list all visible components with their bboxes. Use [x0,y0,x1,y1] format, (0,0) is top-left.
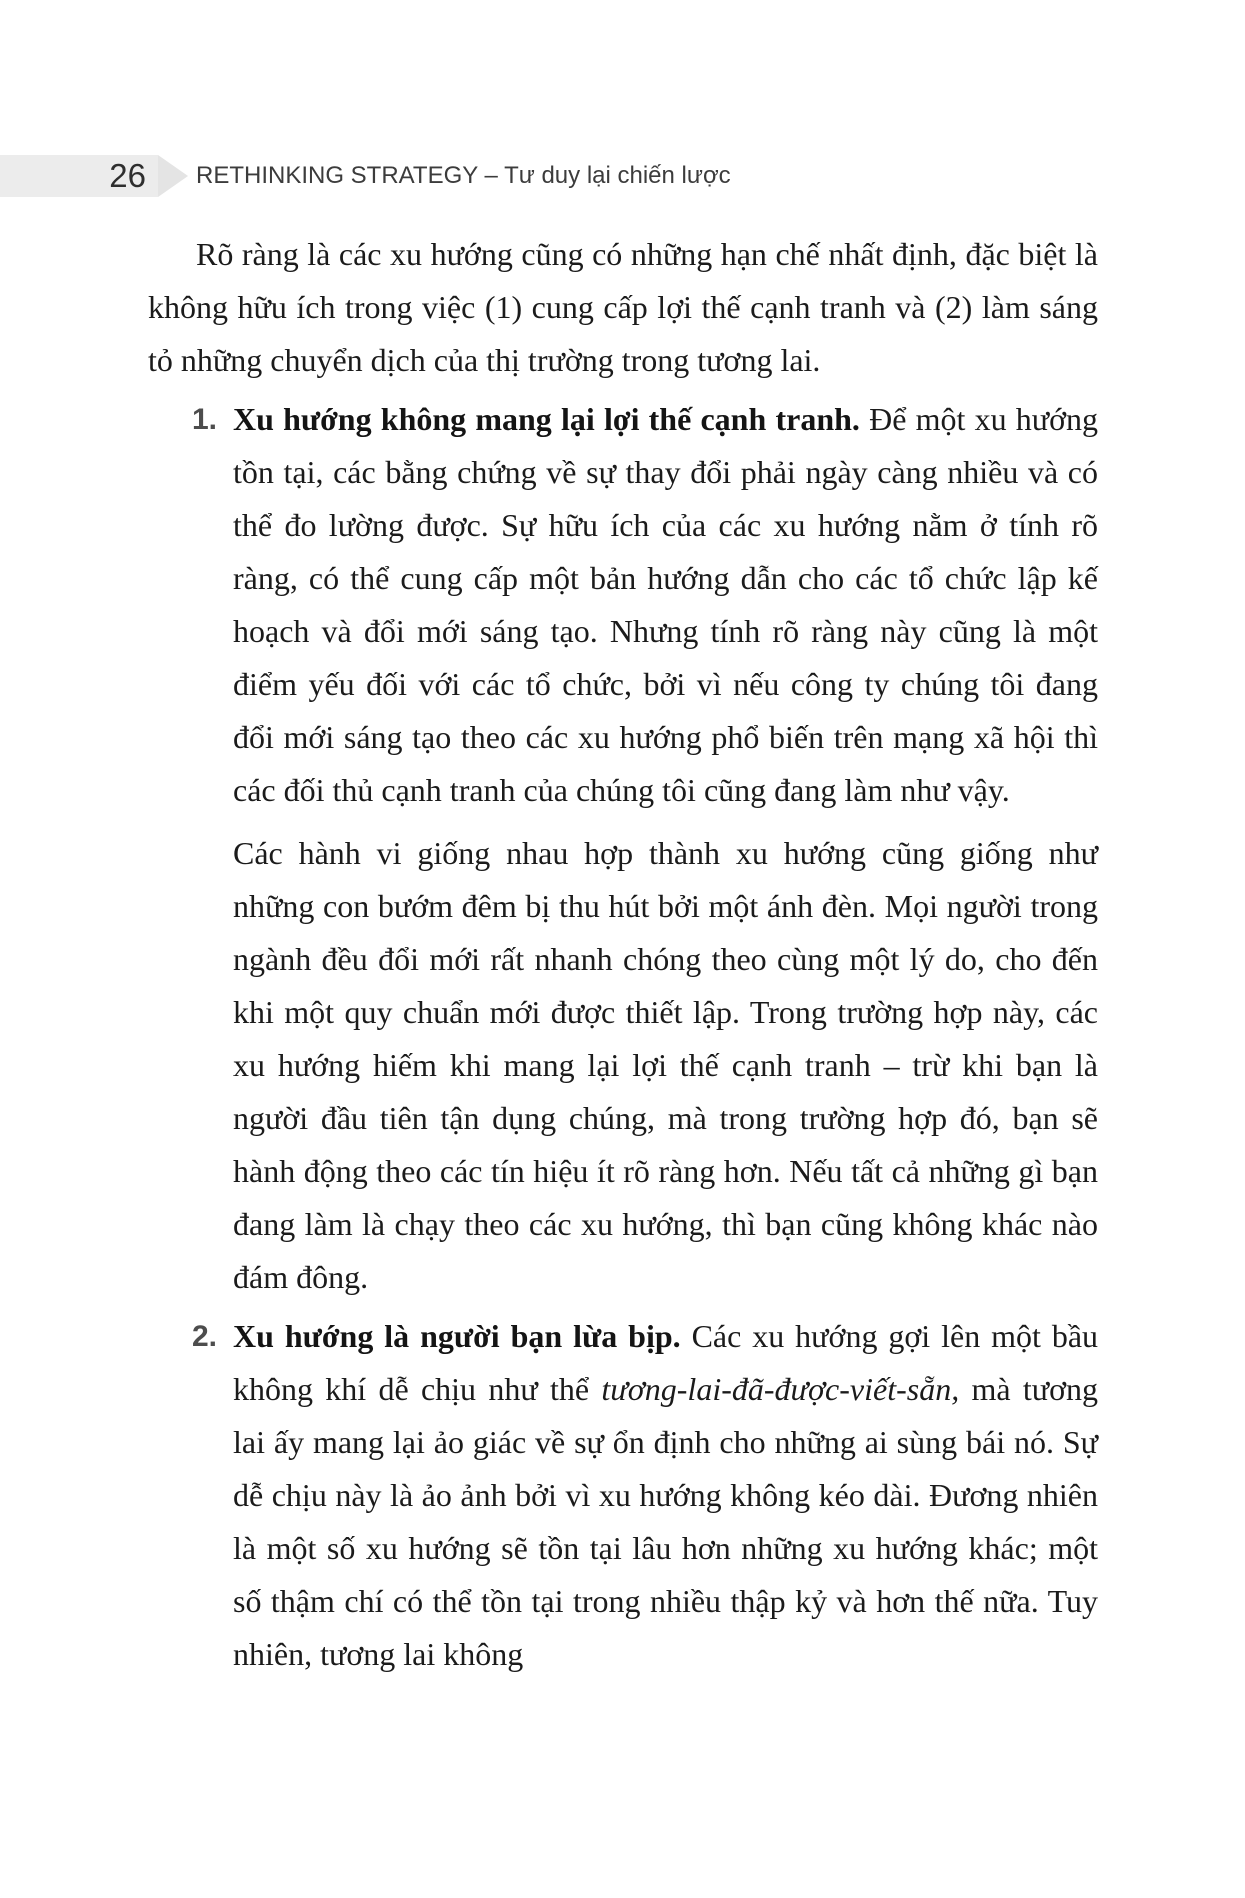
banner-arrow-tip-icon [158,155,188,197]
list-item-2 [148,1310,1098,1681]
page-number: 26 [109,157,146,194]
list-item-1-paragraph-1 [233,393,1098,817]
list-item-1-number: 1. [192,403,218,436]
list-item-1 [148,393,1098,1304]
list-item-2-text-before-italic: Các xu hướng gợi lên một bầu không khí dễ chịu như thể [233,1318,1099,1407]
intro-paragraph: Rõ ràng là các xu hướng cũng có những hạn chế nhất định, đặc biệt là không hữu ích trong việc (1) cung cấp lợi thế cạnh tranh và (2) làm sáng tỏ những chuyển dịch của thị trường trong tương lai. [148,236,1098,378]
italic-phrase: tương-lai-đã-được-viết-sẵn, [601,1371,960,1407]
list-item-2-text-after-italic: mà tương lai ấy mang lại ảo giác về sự ổn định cho những ai sùng bái nó. Sự dễ chịu này là ảo ảnh bởi vì xu hướng không kéo dài. Đương nhiên là một số xu hướng sẽ tồn tại lâu hơn những xu hướng khác; một số thậm chí có thể tồn tại trong nhiều thập kỷ và hơn thế nữa. Tuy nhiên, tương lai không [233,1371,1099,1672]
list-item-2-paragraph [233,1310,1098,1681]
list-item-1-paragraph-2: Các hành vi giống nhau hợp thành xu hướng cũng giống như những con bướm đêm bị thu hút bởi một ánh đèn. Mọi người trong ngành đều đổi mới rất nhanh chóng theo cùng một lý do, cho đến khi một quy chuẩn mới được thiết lập. Trong trường hợp này, các xu hướng hiếm khi mang lại lợi thế cạnh tranh – trừ khi bạn là người đầu tiên tận dụng chúng, mà trong trường hợp đó, bạn sẽ hành động theo các tín hiệu ít rõ ràng hơn. Nếu tất cả những gì bạn đang làm là chạy theo các xu hướng, thì bạn cũng không khác nào đám đông. [233,835,1098,1295]
page-number-banner [0,155,190,197]
page-body [148,228,1098,1681]
list-item-2-lead: Xu hướng là người bạn lừa bịp. [233,1318,681,1354]
list-item-1-lead: Xu hướng không mang lại lợi thế cạnh tranh. [233,401,860,437]
numbered-list [148,393,1098,1681]
page-header [0,155,1245,197]
page-number-banner-bar [0,155,158,197]
list-item-2-number: 2. [192,1320,218,1353]
list-item-1-text: Để một xu hướng tồn tại, các bằng chứng về sự thay đổi phải ngày càng nhiều và có thể đo lường được. Sự hữu ích của các xu hướng nằm ở tính rõ ràng, có thể cung cấp một bản hướng dẫn cho các tổ chức lập kế hoạch và đổi mới sáng tạo. Nhưng tính rõ ràng này cũng là một điểm yếu đối với các tổ chức, bởi vì nếu công ty chúng tôi đang đổi mới sáng tạo theo các xu hướng phổ biến trên mạng xã hội thì các đối thủ cạnh tranh của chúng tôi cũng đang làm như vậy. [233,401,1099,808]
running-head-title: RETHINKING STRATEGY – Tư duy lại chiến lược [196,162,731,189]
